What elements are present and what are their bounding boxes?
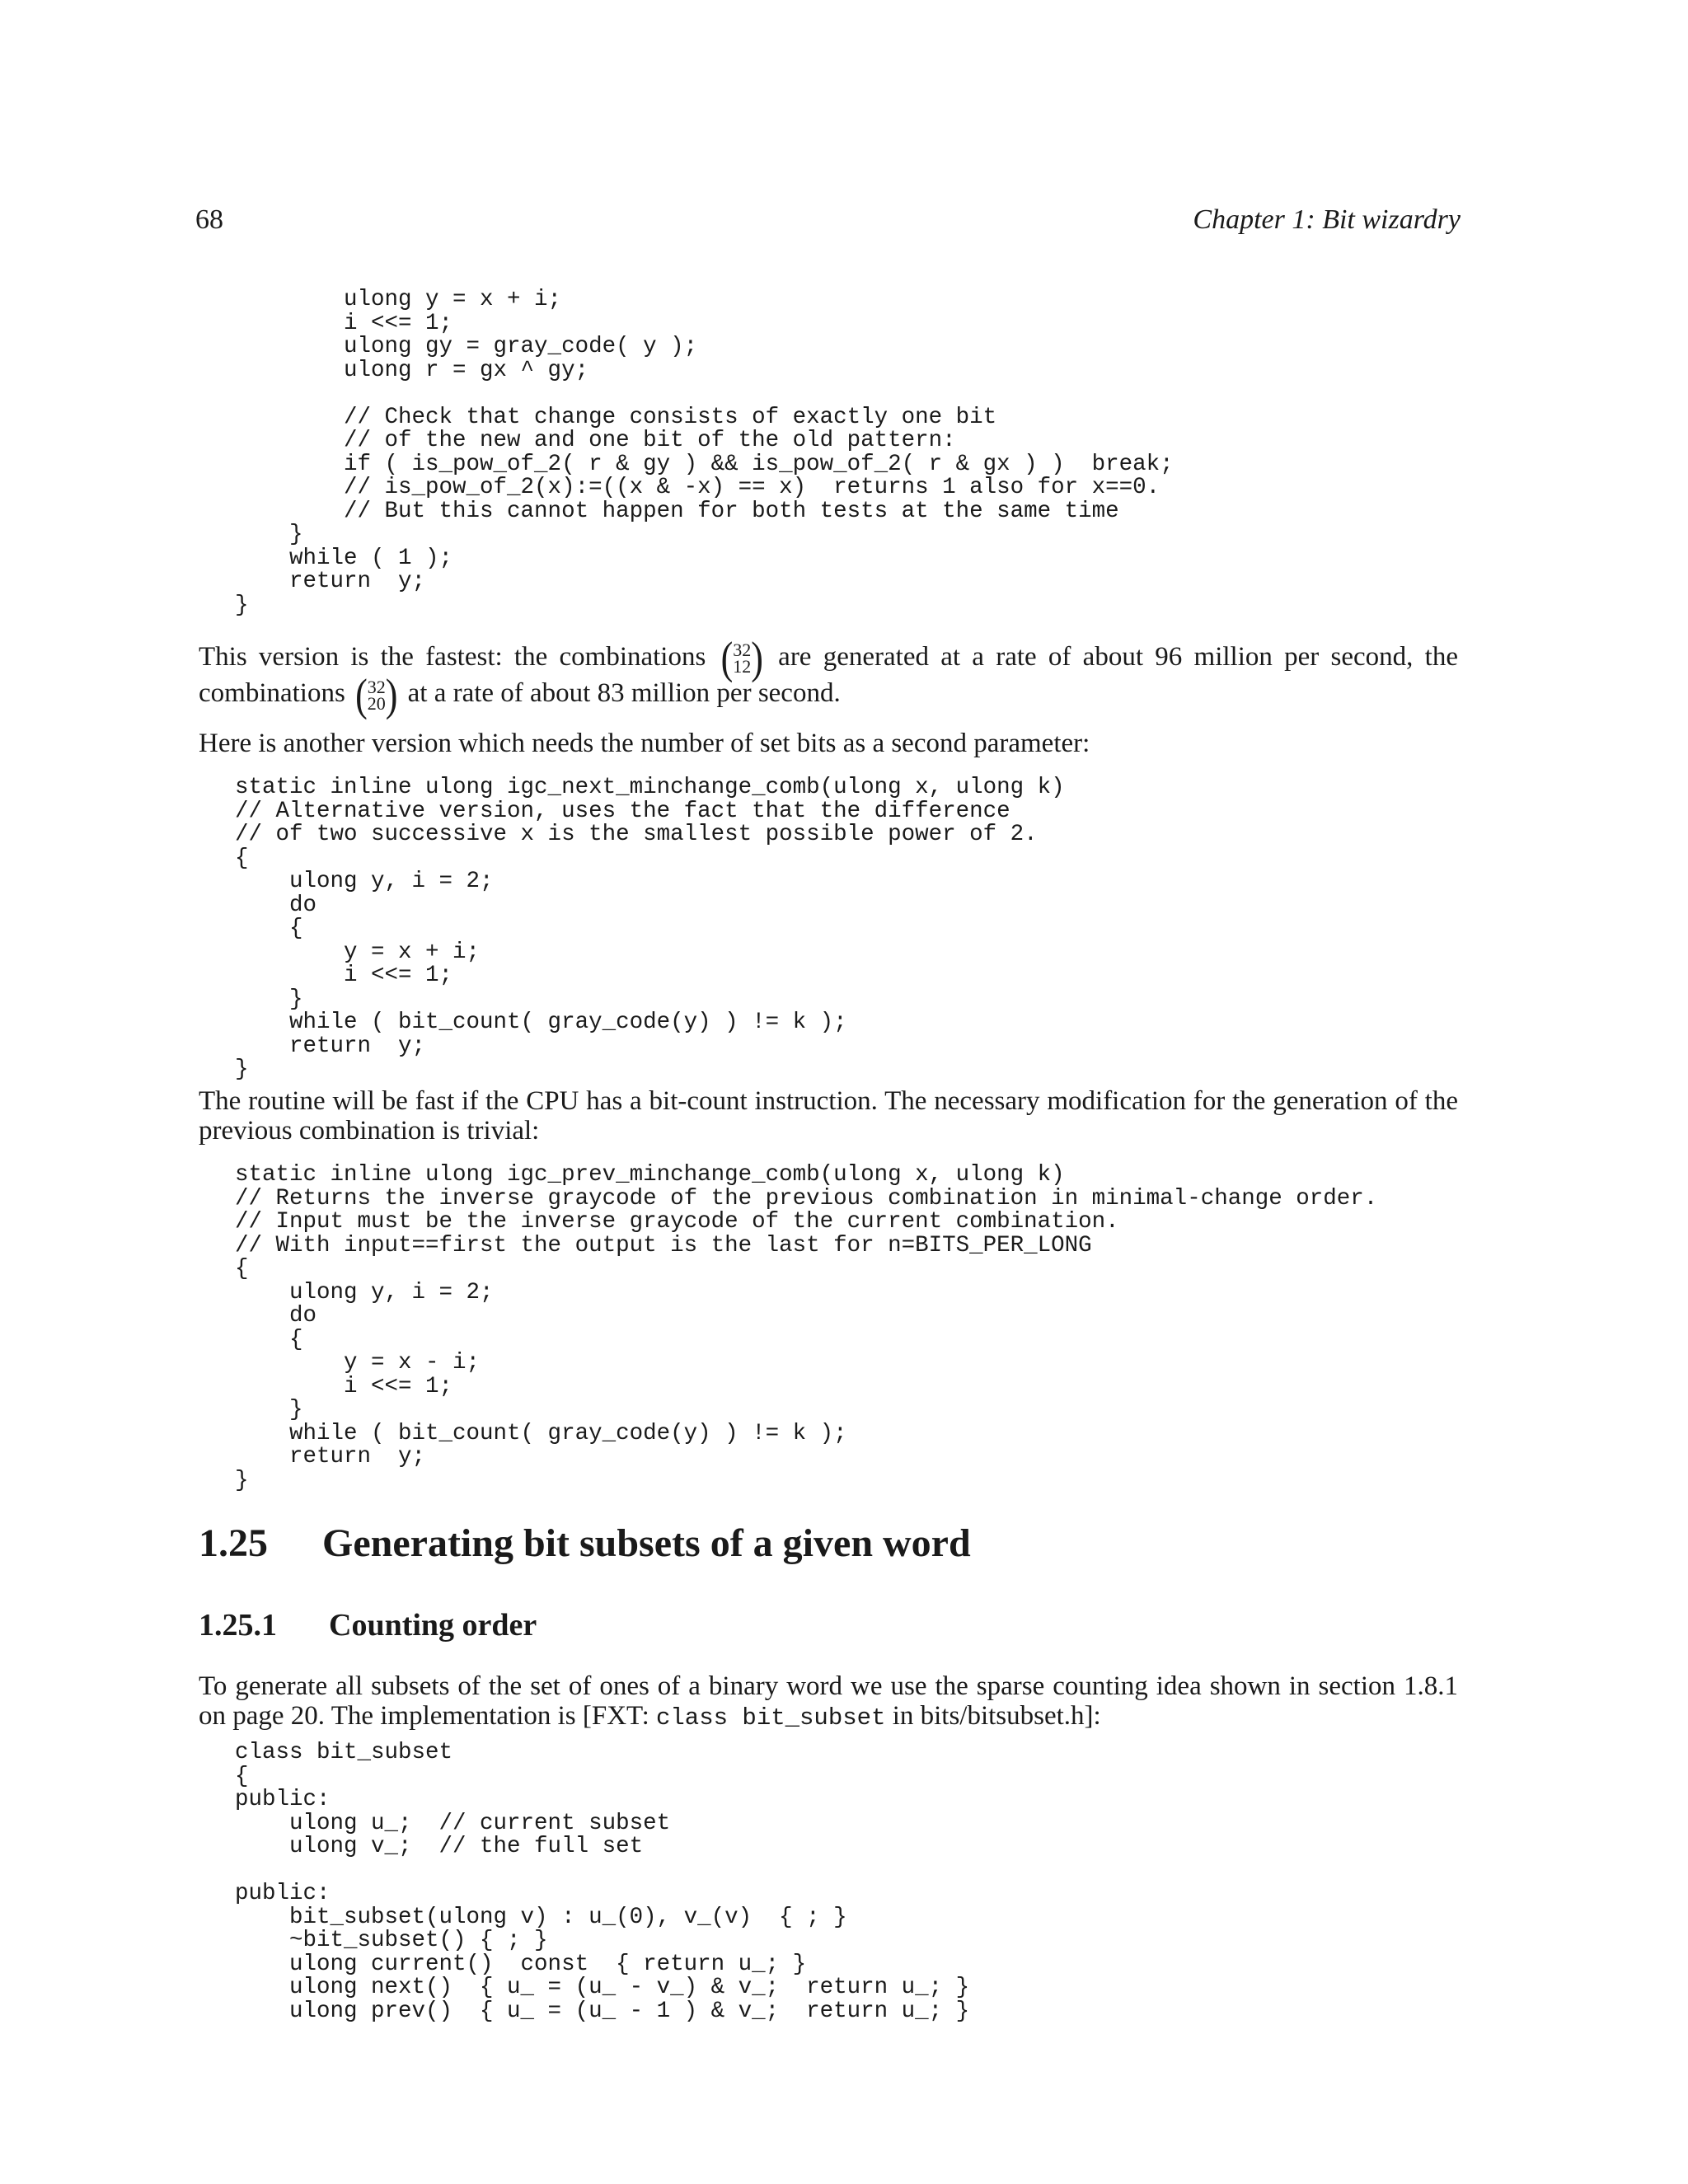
running-header xyxy=(195,204,1461,242)
code-text: // of two successive x is the smallest possible power of 2. xyxy=(235,822,1038,847)
subsection-heading xyxy=(199,1607,537,1643)
code-text: ulong y, i = 2; xyxy=(235,869,494,894)
code-text: while ( 1 ); xyxy=(235,545,453,571)
code-text: // is_pow_of_2(x):=((x & -x) == x) returns 1 also for x==0. xyxy=(235,475,1160,500)
code-text: while ( bit_count( gray_code(y) ) != k ); xyxy=(235,1010,847,1035)
code-text: i <<= 1; xyxy=(235,310,453,336)
code-text: } xyxy=(235,592,249,618)
code-text: } xyxy=(235,1467,249,1493)
code-text: while ( bit_count( gray_code(y) ) != k ); xyxy=(235,1420,847,1446)
code-text: // With input==first the output is the last for n=BITS_PER_LONG xyxy=(235,1232,1092,1258)
paragraph-text: at a rate of about 83 million per second. xyxy=(407,678,841,709)
code-text: class bit_subset xyxy=(235,1740,453,1765)
code-text: y = x - i; xyxy=(235,1350,481,1376)
code-text: public: xyxy=(235,1787,331,1812)
code-text: ulong v_; // the full set xyxy=(235,1834,644,1859)
binomial-coefficient: ( 32 20 ) xyxy=(355,669,398,720)
code-text: bit_subset(ulong v) : u_(0), v_(v) { ; } xyxy=(235,1904,847,1930)
code-text: ulong y, i = 2; xyxy=(235,1279,494,1305)
paragraph-text: are generated at a rate of about 96 million per second, the combinations xyxy=(199,642,1458,709)
code-text: } xyxy=(235,522,303,547)
code-text: // Alternative version, uses the fact that the difference xyxy=(235,798,1010,824)
binomial-bottom: 20 xyxy=(367,692,386,714)
code-text: static inline ulong igc_prev_minchange_comb(ulong x, ulong k) xyxy=(235,1162,1065,1188)
code-text: public: xyxy=(235,1881,331,1906)
code-text: if ( is_pow_of_2( r & gy ) && is_pow_of_2( r & gx ) ) break; xyxy=(235,451,1174,477)
section-heading xyxy=(199,1521,971,1566)
subsection-title: Counting order xyxy=(329,1608,537,1643)
chapter-title: Chapter 1: Bit wizardry xyxy=(1193,204,1461,235)
code-text: } xyxy=(235,1397,303,1422)
code-text: ulong prev() { u_ = (u_ - 1 ) & v_; return u_; } xyxy=(235,1998,970,2024)
code-text: { xyxy=(235,916,303,941)
code-text: ~bit_subset() { ; } xyxy=(235,1928,548,1953)
code-text: // of the new and one bit of the old pattern: xyxy=(235,428,956,453)
inline-code: class bit_subset xyxy=(656,1704,886,1732)
binomial-top: 32 xyxy=(367,676,386,697)
paragraph-text: To generate all subsets of the set of ones of a binary word we use the sparse counting idea shown in section 1.8.1 on page 20. The implementation is [FXT: xyxy=(199,1671,1458,1731)
code-text: { xyxy=(235,1763,249,1789)
binomial-bottom: 12 xyxy=(733,656,752,677)
page-number: 68 xyxy=(195,204,223,235)
section-number: 1.25 xyxy=(199,1521,268,1565)
binomial-top: 32 xyxy=(733,640,752,661)
paragraph-bit-subsets xyxy=(199,1671,1458,1733)
paragraph-bit-count: The routine will be fast if the CPU has a bit-count instruction. The necessary modification for the generation of the previous combination is trivial: xyxy=(199,1086,1458,1146)
code-text: // Check that change consists of exactly one bit xyxy=(235,404,997,430)
code-text: ulong r = gx ^ gy; xyxy=(235,357,589,383)
code-text: ulong u_; // current subset xyxy=(235,1810,671,1836)
paragraph-another-version: Here is another version which needs the number of set bits as a second parameter: xyxy=(199,729,1090,758)
code-text: // Input must be the inverse graycode of the current combination. xyxy=(235,1209,1119,1235)
code-text: { xyxy=(235,845,249,871)
section-title: Generating bit subsets of a given word xyxy=(322,1521,971,1565)
code-text: // Returns the inverse graycode of the previous combination in minimal-change order. xyxy=(235,1185,1378,1212)
code-text: i <<= 1; xyxy=(235,963,453,988)
code-text: // But this cannot happen for both tests at the same time xyxy=(235,498,1119,524)
binomial-coefficient: ( 32 12 ) xyxy=(720,633,763,684)
subsection-number: 1.25.1 xyxy=(199,1608,277,1643)
code-text: return y; xyxy=(235,1033,426,1059)
code-text: { xyxy=(235,1326,303,1352)
code-text: { xyxy=(235,1256,249,1282)
code-text: do xyxy=(235,1303,317,1329)
code-text: ulong current() const { return u_; } xyxy=(235,1951,807,1977)
code-text: ulong gy = gray_code( y ); xyxy=(235,334,698,359)
paragraph-text: in bits/bitsubset.h]: xyxy=(885,1701,1101,1731)
code-text: do xyxy=(235,892,317,918)
code-text: i <<= 1; xyxy=(235,1373,453,1399)
code-text: return y; xyxy=(235,569,426,594)
code-text: } xyxy=(235,986,303,1012)
paragraph-combination-rates xyxy=(199,633,1458,720)
code-text: static inline ulong igc_next_minchange_comb(ulong x, ulong k) xyxy=(235,775,1065,800)
code-text: ulong y = x + i; xyxy=(235,287,562,312)
code-text: return y; xyxy=(235,1444,426,1469)
paragraph-text: This version is the fastest: the combinations xyxy=(199,642,706,672)
code-text: y = x + i; xyxy=(235,939,481,965)
code-text: ulong next() { u_ = (u_ - v_) & v_; return u_; } xyxy=(235,1975,970,2000)
code-text: } xyxy=(235,1057,249,1082)
